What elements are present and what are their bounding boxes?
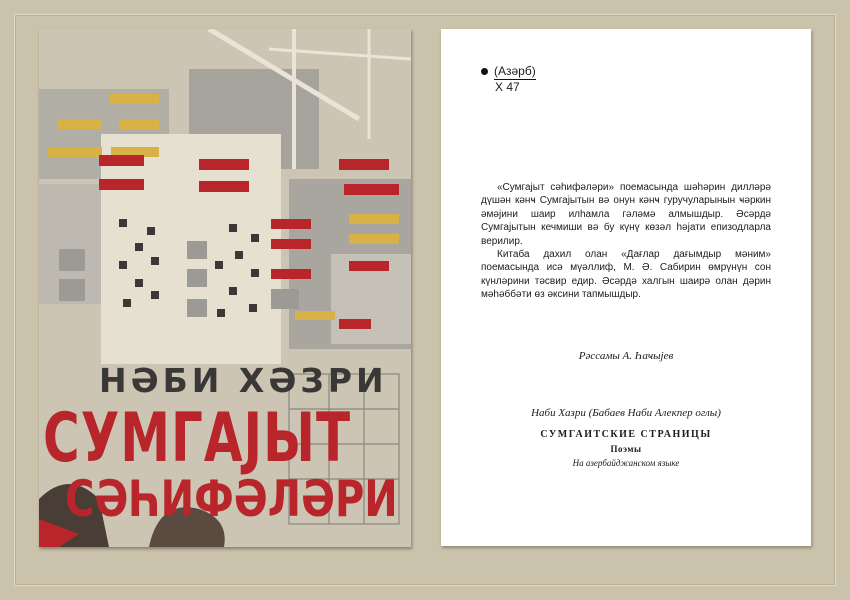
cover-author: НƏБИ ХƏЗРИ (99, 361, 388, 400)
artist-credit: Рәссамы А. Һаҹыјев (578, 350, 674, 362)
language-note: На азербайджанском языке (572, 458, 680, 468)
bullet-icon (481, 68, 488, 75)
annotation-paragraph-1: «Сумгајыт сәһифәләри» поемасында шәһәрин дилләрә дүшән кәнҹ Сумгајытын вә онун кәнҹ гуручуларынын ҹәркин әмәјини шаир илһамла гәләмә алмышдыр. Әсәрдә Сумгајытын кечмиши вә бу күнү көзәл һәјати епизодларла верилир. (481, 182, 771, 247)
genre-russian: Поэмы (610, 444, 642, 454)
author-russian: Наби Хазри (Бабаев Наби Алекпер оглы) (531, 407, 721, 419)
russian-imprint (441, 407, 811, 468)
cover-title-line2: СƏҺИФƏЛƏРИ (65, 471, 398, 529)
book-cover (39, 29, 411, 547)
title-russian: СУМГАИТСКИЕ СТРАНИЦЫ (540, 429, 712, 440)
cover-title-line1: СУМГАЈЫТ (43, 399, 352, 478)
annotation-paragraph-2: Китаба дахил олан «Дағлар дағымдыр мәним» поемасында исә мүәллиф, М. Ә. Сабирин өмрүнүн сон күнләрини тәсвир едир. Әсәрдә халгын шаирә олан дәрин мәһәббәти өз әксини тапмышдыр. (481, 249, 771, 301)
catalog-block (481, 63, 536, 95)
imprint-page (441, 29, 811, 546)
annotation-text (481, 181, 771, 302)
catalog-index: Х 47 (495, 80, 520, 94)
catalog-code: (Азәрб) (494, 64, 536, 78)
